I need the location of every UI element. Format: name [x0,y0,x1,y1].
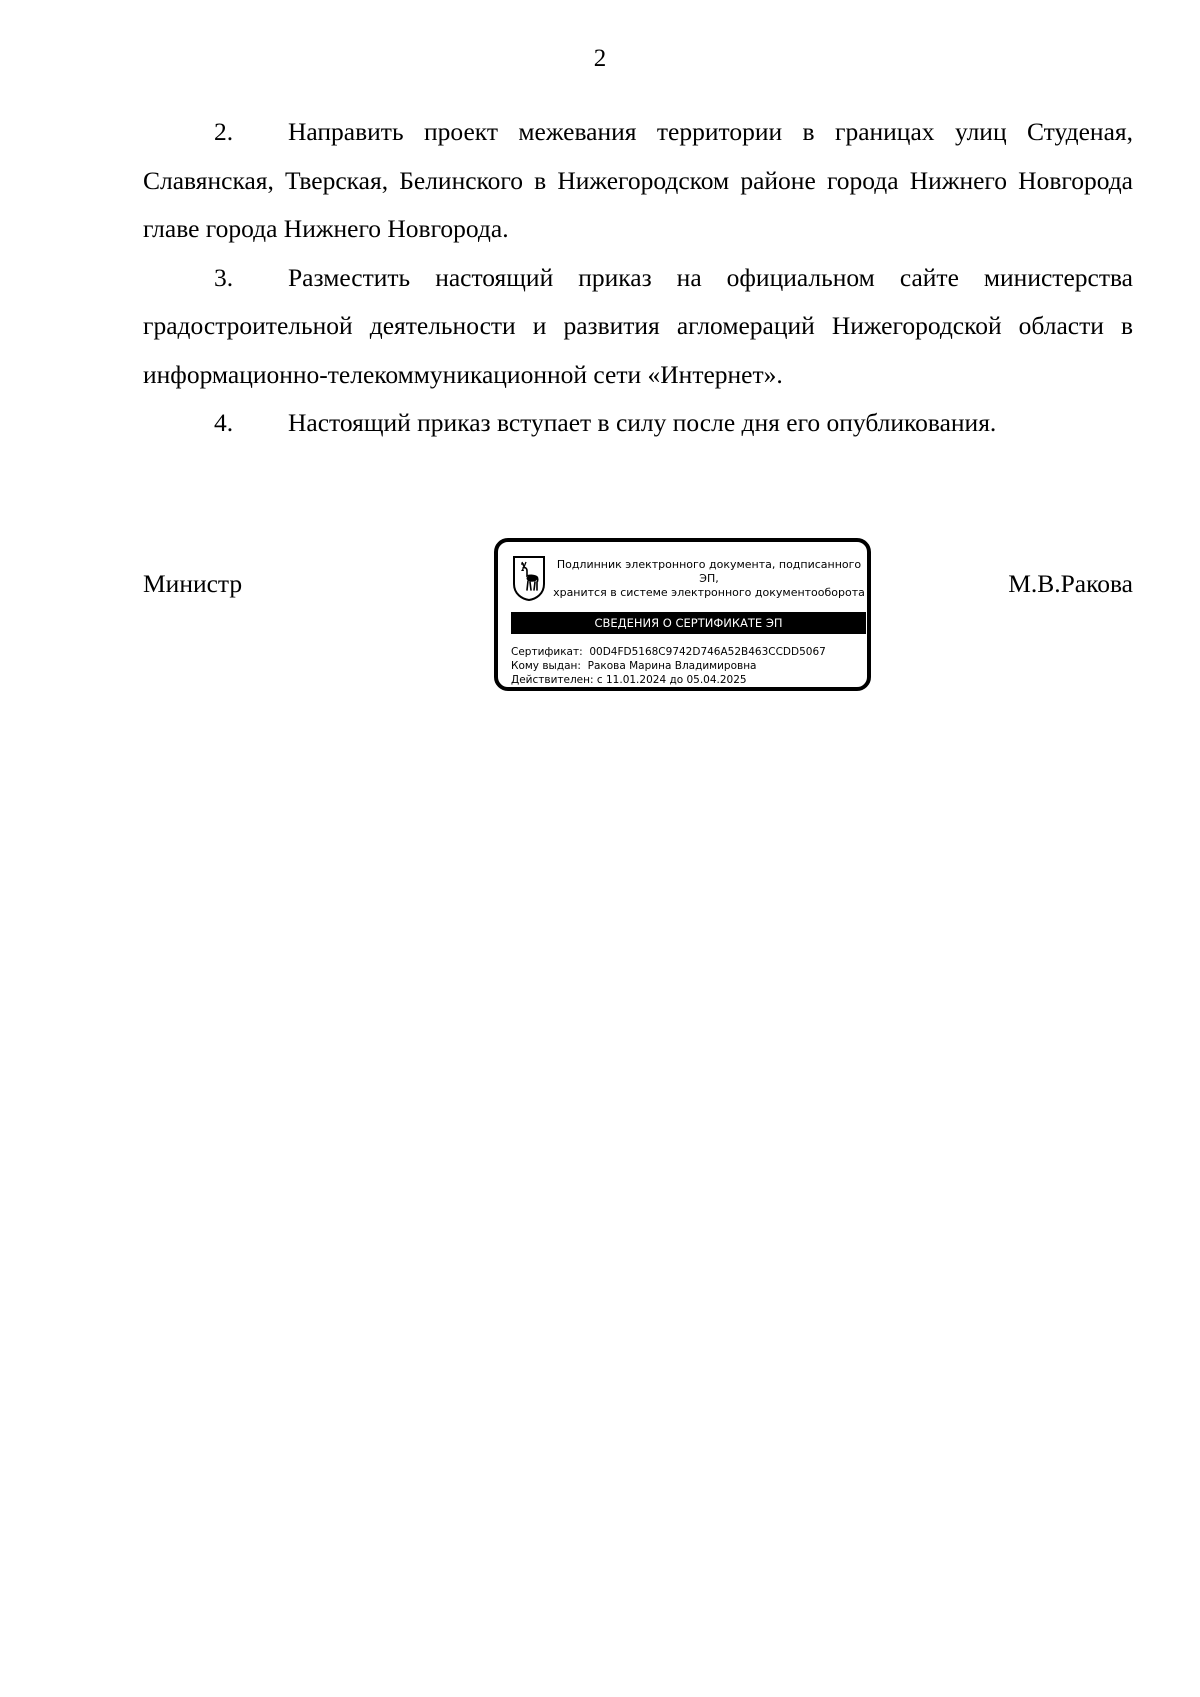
document-body [143,108,1133,448]
stamp-header [550,558,868,600]
electronic-signature-stamp [494,538,871,691]
certificate-info-title: СВЕДЕНИЯ О СЕРТИФИКАТЕ ЭП [511,612,866,634]
certificate-value: 00D4FD5168C9742D746A52B463CCDD5067 [589,646,826,658]
signer-name: М.В.Ракова [1008,569,1133,598]
valid-value: с 11.01.2024 до 05.04.2025 [596,674,747,686]
issued-to-value: Ракова Марина Владимировна [587,660,757,672]
paragraph-text: Настоящий приказ вступает в силу после дня его опубликования. [288,408,997,437]
signature-block [143,538,1133,698]
paragraph-text: Направить проект межевания территории в границах улиц Студеная, Славянская, Тверская, Белинского в Нижегородском районе города Нижнего Новгорода главе города Нижнего Новгорода. [143,117,1133,243]
paragraph-3 [143,254,1133,400]
paragraph-number: 2. [214,117,234,146]
certificate-row [511,645,866,659]
validity-row [511,673,866,687]
nizhny-novgorod-deer-emblem-icon [511,554,547,602]
valid-label: Действителен: [511,674,594,686]
signer-position: Министр [143,569,243,598]
paragraph-text: Разместить настоящий приказ на официальном сайте министерства градостроительной деятельности и развития агломераций Нижегородской области в информационно-телекоммуникационной сети «Интернет». [143,262,1133,389]
page-number: 2 [593,45,607,72]
paragraph-2 [143,108,1133,254]
certificate-label: Сертификат: [511,646,583,658]
paragraph-number: 4. [214,408,234,437]
paragraph-number: 3. [214,262,234,292]
issued-to-label: Кому выдан: [511,660,581,672]
stamp-header-line-1: Подлинник электронного документа, подписанного ЭП, [556,558,862,585]
issued-to-row [511,659,866,673]
stamp-header-line-2: хранится в системе электронного документооборота [553,586,865,599]
certificate-details [511,645,866,687]
paragraph-4 [143,399,1133,448]
